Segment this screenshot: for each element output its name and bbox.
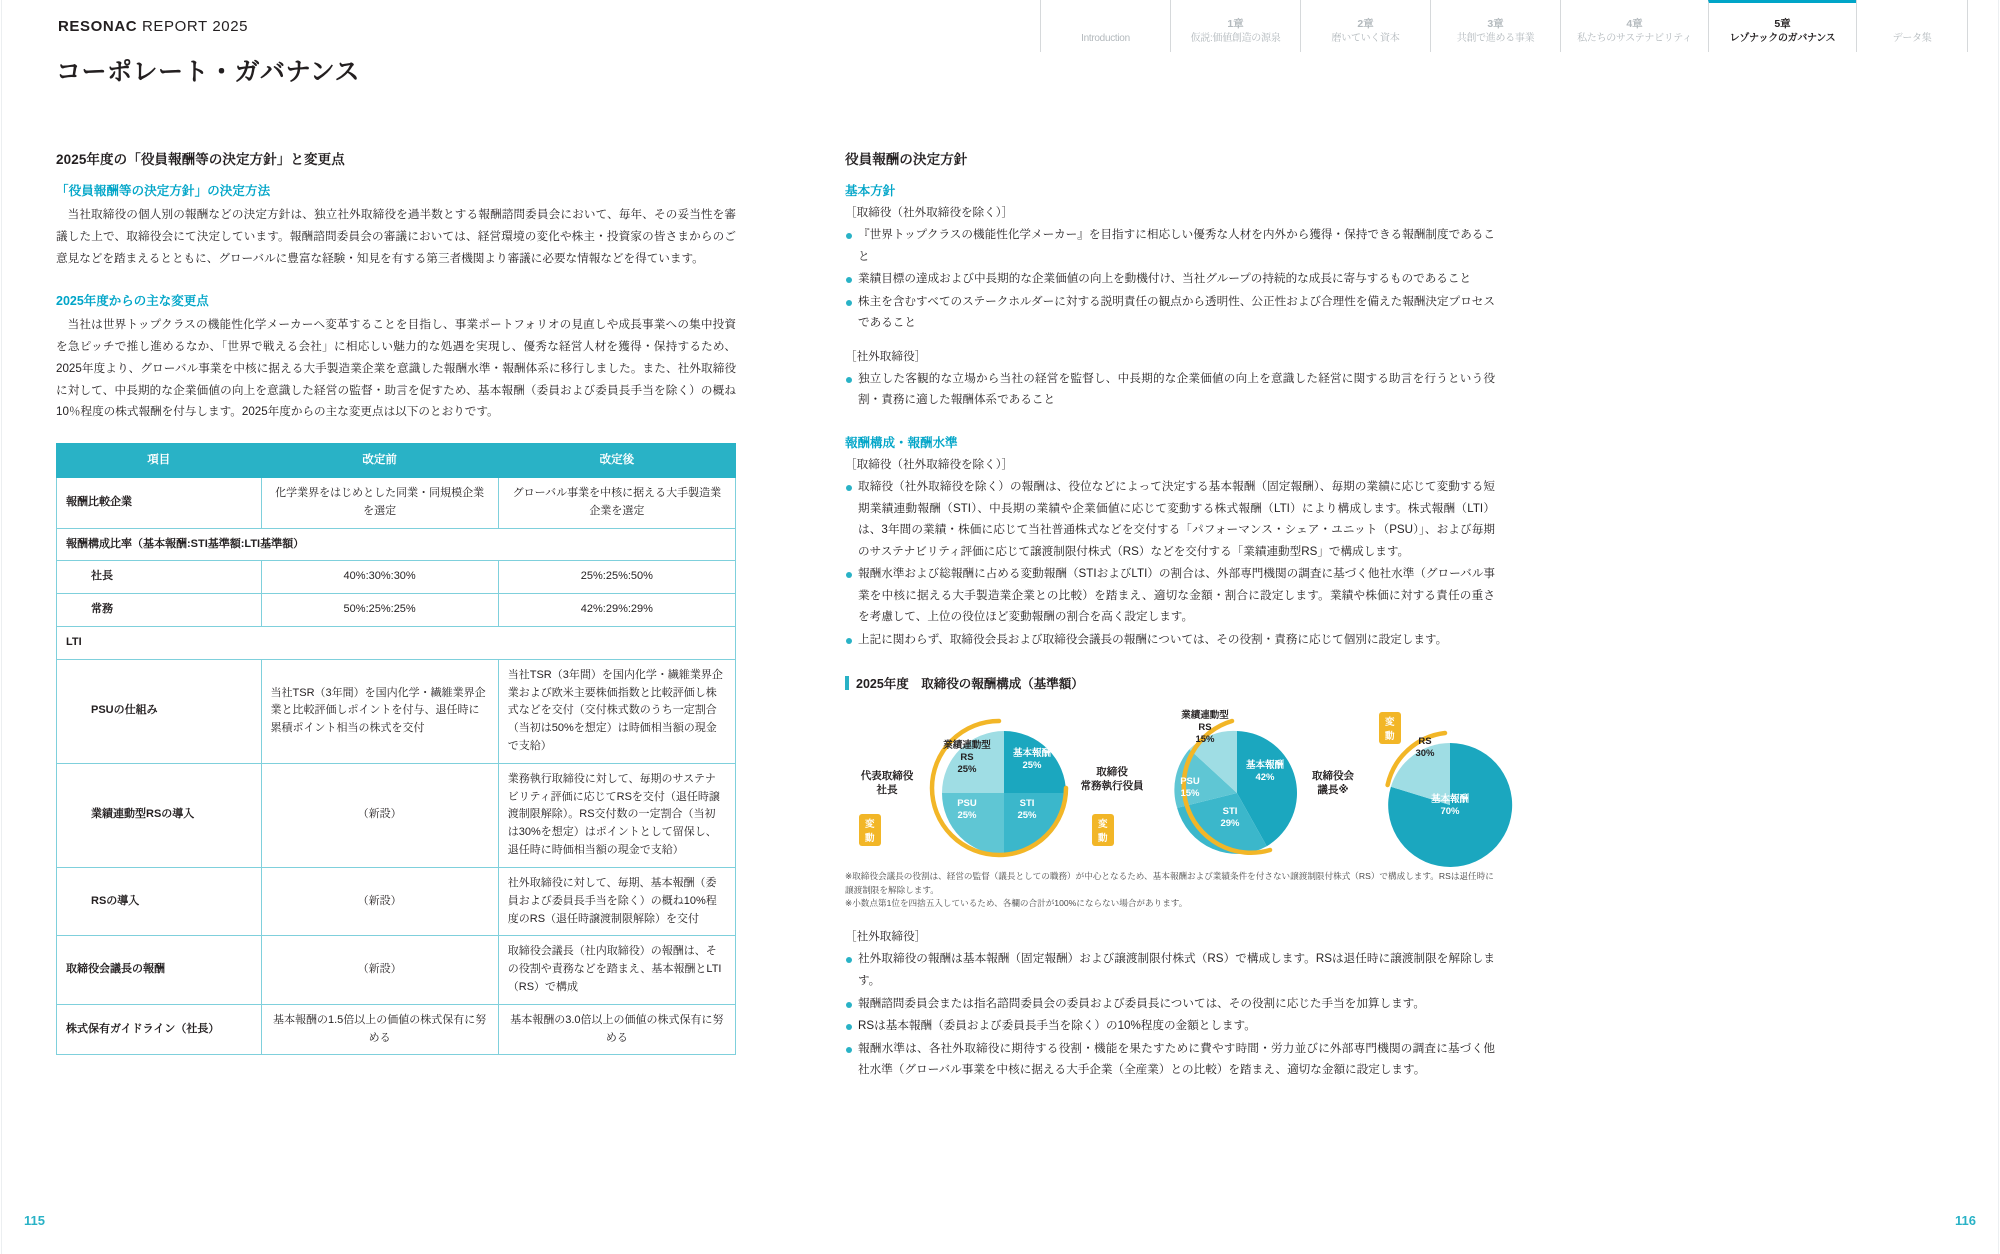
nav-tab-number: 5章 — [1774, 17, 1791, 30]
left-subheading-2: 2025年度からの主な変更点 — [56, 294, 209, 309]
pie-slice-label-psu: PSU 25% — [957, 798, 977, 822]
page-edge-left — [1, 0, 2, 1254]
block-label-composition-inside: ［取締役（社外取締役を除く）］ — [845, 457, 1014, 471]
row-item: 取締役会議長の報酬 — [57, 936, 262, 1004]
bullet-list-composition — [845, 476, 1495, 651]
nav-tab-data[interactable] — [1856, 0, 1968, 52]
list-item: 報酬諮問委員会または指名諮問委員会の委員および委員長については、その役割に応じた手当を加算します。 — [845, 993, 1495, 1015]
row-group-label: 報酬構成比率（基本報酬:STI基準額:LTI基準額） — [57, 528, 736, 561]
nav-tab-chapter-1[interactable] — [1170, 0, 1300, 52]
nav-tab-label: 磨いていく資本 — [1331, 32, 1400, 44]
row-before: （新設） — [261, 763, 498, 867]
row-after: 25%:25%:50% — [498, 561, 735, 594]
table-row — [57, 867, 736, 935]
nav-tab-number: 4章 — [1626, 17, 1643, 30]
table-row — [57, 594, 736, 627]
left-paragraph-2: 当社は世界トップクラスの機能性化学メーカーへ変革することを目指し、事業ポートフォリオの見直しや成長事業への集中投資を急ピッチで推し進めるなか、「世界で戦える会社」に相応しい魅力的な処遇を実現し、優秀な経営人材を獲得・保持するため、2025年度より、グローバル事業を中核に据える大手製造業企業を意識した報酬水準・報酬体系に移行しました。また、社外取締役に対して、中長期的な企業価値の向上を意識した経営の監督・助言を促すため、基本報酬（委員および委員長手当を除く）の概ね10％程度の株式報酬を付与します。2025年度からの主な変更点は以下のとおりです。 — [56, 318, 736, 419]
nav-tab-number: 2章 — [1357, 17, 1374, 30]
row-after: グローバル事業を中核に据える大手製造業企業を選定 — [498, 477, 735, 528]
table-header-item: 項目 — [57, 444, 262, 478]
right-column — [845, 148, 1495, 1082]
nav-tab-number: 3章 — [1487, 17, 1504, 30]
list-item: 取締役（社外取締役を除く）の報酬は、役位などによって決定する基本報酬（固定報酬）、毎期の業績に応じて変動する短期業績連動報酬（STI）、中長期の業績や企業価値に応じて変動する株式報酬（LTI）により構成します。株式報酬（LTI）は、3年間の業績・株価に応じて当社普通株式などを交付する「パフォーマンス・シェア・ユニット（PSU）」、および毎期のサステナビリティ評価に応じて譲渡制限付株式（RS）などを交付する「業績連動型RS」で構成します。 — [845, 476, 1495, 562]
row-before: 基本報酬の1.5倍以上の価値の株式保有に努める — [261, 1004, 498, 1055]
nav-tab-chapter-3[interactable] — [1430, 0, 1560, 52]
row-item: 株式保有ガイドライン（社長） — [57, 1004, 262, 1055]
left-section-title: 2025年度の「役員報酬等の決定方針」と変更点 — [56, 152, 345, 167]
pie-slice-label-rs: RS 30% — [1415, 736, 1435, 760]
list-item: 株主を含むすべてのステークホルダーに対する説明責任の観点から透明性、公正性および合理性を備えた報酬決定プロセスであること — [845, 291, 1495, 334]
row-after: 42%:29%:29% — [498, 594, 735, 627]
table-header-before: 改定前 — [261, 444, 498, 478]
pie-slice-label-base: 基本報酬 70% — [1430, 794, 1469, 818]
row-before: 当社TSR（3年間）を国内化学・繊維業界企業と比較評価しポイントを付与、退任時に累積ポイント相当の株式を交付 — [261, 659, 498, 763]
left-column — [56, 148, 736, 1055]
list-item: 上記に関わらず、取締役会長および取締役会議長の報酬については、その役割・責務に応じて個別に設定します。 — [845, 629, 1495, 651]
nav-tab-label: Introduction — [1081, 32, 1130, 44]
row-after: 社外取締役に対して、毎期、基本報酬（委員および委員長手当を除く）の概ね10%程度のRS（退任時譲渡制限解除）を交付 — [498, 867, 735, 935]
pie-slice-label-sti: STI 29% — [1220, 806, 1240, 830]
variable-badge-board-chair: 変動 — [1379, 712, 1401, 744]
nav-tab-chapter-5[interactable] — [1708, 0, 1856, 52]
table-row — [57, 477, 736, 528]
row-after: 基本報酬の3.0倍以上の価値の株式保有に努める — [498, 1004, 735, 1055]
pie-slice-label-base: 基本報酬 42% — [1245, 760, 1284, 784]
nav-tab-chapter-2[interactable] — [1300, 0, 1430, 52]
nav-tab-label: データ集 — [1892, 32, 1932, 44]
right-subheading-1: 基本方針 — [845, 184, 896, 198]
nav-tab-label: レゾナックのガバナンス — [1729, 32, 1836, 44]
table-row — [57, 1004, 736, 1055]
remuneration-pie-charts — [845, 700, 1495, 860]
page-number-left: 115 — [24, 1213, 45, 1228]
left-paragraph-1: 当社取締役の個人別の報酬などの決定方針は、独立社外取締役を過半数とする報酬諮問委員会において、毎年、その妥当性を審議した上で、取締役会にて決定しています。報酬諮問委員会の審議においては、経営環境の変化や株主・投資家の皆さまからのご意見などを踏まえるとともに、グローバルに豊富な経験・知見を有する第三者機関より審議に必要な情報などを得ています。 — [56, 208, 736, 265]
chapter-nav — [1040, 0, 1968, 52]
row-before: 50%:25%:25% — [261, 594, 498, 627]
row-before: （新設） — [261, 936, 498, 1004]
row-item: RSの導入 — [57, 867, 262, 935]
nav-tab-number: 1章 — [1227, 17, 1244, 30]
row-before: 40%:30%:30% — [261, 561, 498, 594]
nav-tab-chapter-4[interactable] — [1560, 0, 1708, 52]
pie-chart-president-label: 代表取締役 社長 — [860, 770, 914, 797]
row-before: 化学業界をはじめとした同業・同規模企業を選定 — [261, 477, 498, 528]
revision-comparison-table — [56, 443, 736, 1055]
block-label-inside-directors: ［取締役（社外取締役を除く）］ — [845, 206, 1014, 219]
block-label-outside-directors-2: ［社外取締役］ — [845, 930, 927, 944]
page-number-right: 116 — [1955, 1213, 1976, 1228]
report-year: REPORT 2025 — [137, 18, 249, 35]
table-group-row — [57, 528, 736, 561]
pie-slice-label-psu: PSU 15% — [1180, 776, 1200, 800]
pie-chart-managing-director-label: 取締役 常務執行役員 — [1080, 766, 1144, 793]
chart-title-text: 2025年度 取締役の報酬構成（基準額） — [856, 677, 1084, 692]
pie-slice-label-rs: 業績連動型 RS 25% — [943, 740, 991, 775]
table-header-after: 改定後 — [498, 444, 735, 478]
nav-tab-label: 私たちのサステナビリティ — [1577, 32, 1692, 44]
list-item: 社外取締役の報酬は基本報酬（固定報酬）および譲渡制限付株式（RS）で構成します。RSは退任時に譲渡制限を解除します。 — [845, 948, 1495, 991]
pie-chart-board-chair-label: 取締役会 議長※ — [1312, 770, 1354, 797]
row-after: 当社TSR（3年間）を国内化学・繊維業界企業および欧米主要株価指数と比較評価し株式などを交付（交付株式数のうち一定割合（当初は50%を想定）は時価相当額の現金で支給） — [498, 659, 735, 763]
left-subheading-1: 「役員報酬等の決定方針」の決定方法 — [56, 184, 271, 198]
row-item: 業績連動型RSの導入 — [57, 763, 262, 867]
list-item: 報酬水準は、各社外取締役に期待する役割・機能を果たすために費やす時間・労力並びに外部専門機関の調査に基づく他社水準（グローバル事業を中核に据える大手企業（全産業）との比較）を踏まえ、適切な金額に設定します。 — [845, 1038, 1495, 1081]
table-row — [57, 763, 736, 867]
right-subheading-2: 報酬構成・報酬水準 — [845, 435, 958, 450]
list-item: RSは基本報酬（委員および委員長手当を除く）の10%程度の金額とします。 — [845, 1015, 1495, 1037]
row-after: 取締役会議長（社内取締役）の報酬は、その役割や責務などを踏まえ、基本報酬とLTI（RS）で構成 — [498, 936, 735, 1004]
bullet-list-outside-directors-policy — [845, 368, 1495, 411]
bullet-list-basic-policy — [845, 224, 1495, 334]
row-item: 常務 — [57, 594, 262, 627]
list-item: 業績目標の達成および中長期的な企業価値の向上を動機付け、当社グループの持続的な成長に寄与するものであること — [845, 268, 1495, 290]
row-item: 報酬比較企業 — [57, 477, 262, 528]
chart-note-2: ※小数点第1位を四捨五入しているため、各欄の合計が100%にならない場合があります。 — [845, 898, 1188, 909]
row-group-label: LTI — [57, 626, 736, 659]
chart-note-1: ※取締役会議長の役割は、経営の監督（議長としての職務）が中心となるため、基本報酬および業績条件を付さない譲渡制限付株式（RS）で構成します。RSは退任時に譲渡制限を解除します。 — [845, 871, 1494, 895]
nav-tab-label: 共創で進める事業 — [1456, 32, 1535, 44]
row-item: PSUの仕組み — [57, 659, 262, 763]
report-kicker — [58, 18, 248, 35]
table-row — [57, 561, 736, 594]
list-item: 独立した客観的な立場から当社の経営を監督し、中長期的な企業価値の向上を意識した経営に関する助言を行うという役割・責務に適した報酬体系であること — [845, 368, 1495, 411]
page-edge-right — [1998, 0, 1999, 1254]
block-label-outside-directors: ［社外取締役］ — [845, 349, 927, 363]
row-after: 業務執行取締役に対して、毎期のサステナビリティ評価に応じてRSを交付（退任時譲渡制限解除）。RS交付数の一定割合（当初は30%を想定）はポイントとして留保し、退任時に時価相当額の現金で支給） — [498, 763, 735, 867]
pie-slice-label-sti: STI 25% — [1017, 798, 1037, 822]
list-item: 報酬水準および総報酬に占める変動報酬（STIおよびLTI）の割合は、外部専門機関の調査に基づく他社水準（グローバル事業を中核に据える大手製造業企業との比較）を踏まえ、適切な金額・割合に設定します。業績や株価に対する責任の重さを考慮して、上位の役位ほど変動報酬の割合を高く設定します。 — [845, 563, 1495, 628]
table-header-row — [57, 444, 736, 478]
pie-slice-label-base: 基本報酬 25% — [1012, 748, 1051, 772]
table-group-row — [57, 626, 736, 659]
list-item: 『世界トップクラスの機能性化学メーカー』を目指すに相応しい優秀な人材を内外から獲得・保持できる報酬制度であること — [845, 224, 1495, 267]
variable-badge-managing-director: 変動 — [1092, 814, 1114, 846]
row-item: 社長 — [57, 561, 262, 594]
pie-slice-label-rs: 業績連動型 RS 15% — [1181, 710, 1229, 745]
page-title: コーポレート・ガバナンス — [56, 58, 361, 86]
nav-tab-introduction[interactable] — [1040, 0, 1170, 52]
chart-title — [845, 674, 1495, 692]
variable-badge-president: 変動 — [859, 814, 881, 846]
row-before: （新設） — [261, 867, 498, 935]
nav-tab-label: 仮説:価値創造の源泉 — [1190, 32, 1281, 44]
brand-name: RESONAC — [58, 18, 138, 35]
right-section-title: 役員報酬の決定方針 — [845, 152, 968, 167]
table-row — [57, 936, 736, 1004]
table-row — [57, 659, 736, 763]
bullet-list-outside-directors-remuneration — [845, 948, 1495, 1080]
